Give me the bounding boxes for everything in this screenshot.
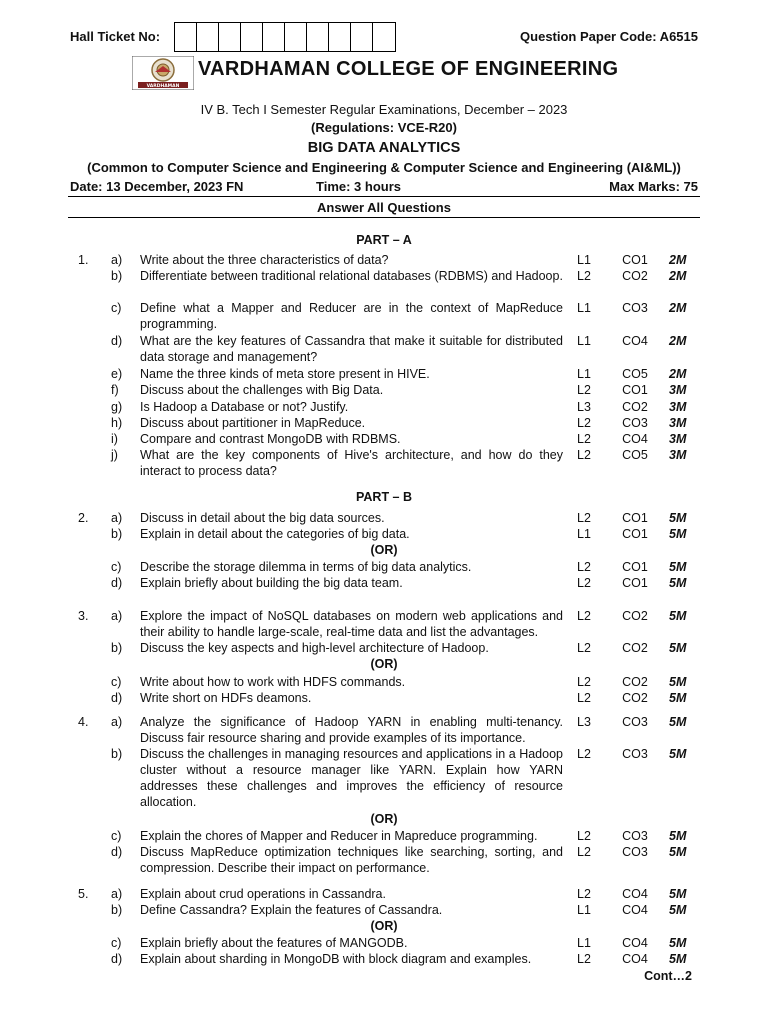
sub-question-label: e) — [111, 367, 123, 381]
marks: 5M — [669, 952, 687, 966]
bloom-level: L1 — [577, 334, 591, 348]
question-text: Define Cassandra? Explain the features of Cassandra. — [140, 903, 443, 917]
exam-date: Date: 13 December, 2023 FN — [70, 179, 244, 194]
course-outcome: CO5 — [622, 448, 648, 462]
hall-ticket-box[interactable] — [219, 23, 241, 51]
question-text: Discuss about partitioner in MapReduce. — [140, 416, 366, 430]
course-outcome: CO2 — [622, 400, 648, 414]
question-text: Discuss MapReduce optimization techniques like searching, sorting, and compression. Describe their impact on performance. — [140, 845, 563, 875]
bloom-level: L2 — [577, 829, 591, 843]
sub-question-label: a) — [111, 715, 123, 729]
bloom-level: L2 — [577, 448, 591, 462]
question-text: What are the key features of Cassandra that make it suitable for distributed data storage and management? — [140, 334, 563, 364]
marks: 3M — [669, 383, 687, 397]
question-text: Explain about crud operations in Cassandra. — [140, 887, 386, 901]
question-text: Write about how to work with HDFS commands. — [140, 675, 406, 689]
question-text: Explain in detail about the categories of big data. — [140, 527, 410, 541]
course-outcome: CO4 — [622, 432, 648, 446]
marks: 5M — [669, 527, 687, 541]
marks: 5M — [669, 936, 687, 950]
regulations: (Regulations: VCE-R20) — [311, 120, 457, 135]
course-outcome: CO4 — [622, 334, 648, 348]
sub-question-label: a) — [111, 609, 123, 623]
question-text: What are the key components of Hive's architecture, and how do they interact to process data? — [140, 448, 563, 478]
sub-question-label: f) — [111, 383, 119, 397]
sub-question-label: a) — [111, 887, 123, 901]
bloom-level: L2 — [577, 952, 591, 966]
sub-question-label: b) — [111, 641, 123, 655]
course-outcome: CO2 — [622, 269, 648, 283]
or-separator: (OR) — [370, 812, 398, 826]
marks: 2M — [669, 301, 687, 315]
hall-ticket-box[interactable] — [241, 23, 263, 51]
sub-question-label: b) — [111, 527, 123, 541]
hall-ticket-box[interactable] — [197, 23, 219, 51]
sub-question-label: d) — [111, 334, 123, 348]
continued-marker: Cont…2 — [644, 969, 692, 983]
course-outcome: CO3 — [622, 416, 648, 430]
marks: 5M — [669, 887, 687, 901]
exam-title: IV B. Tech I Semester Regular Examinations, December – 2023 — [200, 102, 568, 117]
course-outcome: CO1 — [622, 511, 648, 525]
bloom-level: L2 — [577, 511, 591, 525]
sub-question-label: c) — [111, 675, 122, 689]
question-text: Discuss in detail about the big data sources. — [140, 511, 385, 525]
sub-question-label: c) — [111, 301, 122, 315]
course-outcome: CO4 — [622, 887, 648, 901]
sub-question-label: d) — [111, 576, 123, 590]
or-separator: (OR) — [370, 657, 398, 671]
question-text: Explore the impact of NoSQL databases on modern web applications and their ability to handle large-scale, real-time data and list the advantages. — [140, 609, 563, 639]
question-text: Analyze the significance of Hadoop YARN in enabling multi-tenancy. Discuss fair resource sharing and provide examples of its importance. — [140, 715, 563, 745]
question-text: Compare and contrast MongoDB with RDBMS. — [140, 432, 401, 446]
logo-text: VARDHAMAN — [146, 84, 180, 89]
course-outcome: CO1 — [622, 383, 648, 397]
course-outcome: CO2 — [622, 691, 648, 705]
marks: 5M — [669, 641, 687, 655]
bloom-level: L2 — [577, 609, 591, 623]
sub-question-label: d) — [111, 845, 123, 859]
question-text: Explain briefly about building the big data team. — [140, 576, 403, 590]
part-b-title: PART – B — [355, 490, 413, 504]
sub-question-label: i) — [111, 432, 118, 446]
hall-ticket-box[interactable] — [373, 23, 395, 51]
marks: 5M — [669, 829, 687, 843]
course-outcome: CO1 — [622, 253, 648, 267]
hall-ticket-box[interactable] — [285, 23, 307, 51]
question-text: Describe the storage dilemma in terms of big data analytics. — [140, 560, 472, 574]
bloom-level: L3 — [577, 400, 591, 414]
marks: 2M — [669, 334, 687, 348]
question-text: Is Hadoop a Database or not? Justify. — [140, 400, 349, 414]
marks: 5M — [669, 691, 687, 705]
exam-time: Time: 3 hours — [316, 179, 402, 194]
marks: 5M — [669, 560, 687, 574]
course-outcome: CO2 — [622, 641, 648, 655]
course-outcome: CO2 — [622, 609, 648, 623]
question-text: Name the three kinds of meta store present in HIVE. — [140, 367, 430, 381]
course-outcome: CO4 — [622, 936, 648, 950]
bloom-level: L1 — [577, 527, 591, 541]
sub-question-label: d) — [111, 691, 123, 705]
or-separator: (OR) — [370, 543, 398, 557]
bloom-level: L2 — [577, 747, 591, 761]
bloom-level: L1 — [577, 367, 591, 381]
marks: 5M — [669, 511, 687, 525]
question-text: Write about the three characteristics of data? — [140, 253, 389, 267]
sub-question-label: d) — [111, 952, 123, 966]
divider — [68, 217, 700, 218]
sub-question-label: b) — [111, 269, 123, 283]
question-text: Discuss about the challenges with Big Data. — [140, 383, 384, 397]
course-outcome: CO1 — [622, 527, 648, 541]
course-outcome: CO3 — [622, 829, 648, 843]
question-paper-code: Question Paper Code: A6515 — [520, 29, 698, 44]
course-outcome: CO3 — [622, 301, 648, 315]
hall-ticket-box[interactable] — [307, 23, 329, 51]
marks: 5M — [669, 576, 687, 590]
marks: 5M — [669, 609, 687, 623]
college-logo — [132, 56, 194, 90]
course-outcome: CO1 — [622, 576, 648, 590]
question-number: 2. — [78, 511, 89, 525]
max-marks: Max Marks: 75 — [609, 179, 698, 194]
sub-question-label: c) — [111, 936, 122, 950]
bloom-level: L1 — [577, 936, 591, 950]
question-text: Discuss the challenges in managing resources and applications in a Hadoop cluster without a resource manager like YARN. Explain how YARN addresses these challenges and improves the efficiency of resource allocation. — [140, 747, 563, 809]
subject-title: BIG DATA ANALYTICS — [307, 140, 461, 156]
question-number: 1. — [78, 253, 89, 267]
marks: 2M — [669, 367, 687, 381]
divider — [68, 196, 700, 197]
sub-question-label: b) — [111, 903, 123, 917]
marks: 3M — [669, 432, 687, 446]
sub-question-label: g) — [111, 400, 123, 414]
question-text: Discuss the key aspects and high-level architecture of Hadoop. — [140, 641, 489, 655]
common-to-line: (Common to Computer Science and Engineering & Computer Science and Engineering (AI&ML)) — [87, 160, 681, 175]
bloom-level: L2 — [577, 576, 591, 590]
question-number: 3. — [78, 609, 89, 623]
question-text: Differentiate between traditional relational databases (RDBMS) and Hadoop. — [140, 269, 563, 283]
bloom-level: L2 — [577, 416, 591, 430]
hall-ticket-label: Hall Ticket No: — [70, 29, 161, 44]
hall-ticket-box[interactable] — [175, 23, 197, 51]
marks: 2M — [669, 253, 687, 267]
bloom-level: L2 — [577, 845, 591, 859]
question-number: 5. — [78, 887, 89, 901]
course-outcome: CO4 — [622, 952, 648, 966]
bloom-level: L2 — [577, 269, 591, 283]
sub-question-label: a) — [111, 253, 123, 267]
question-text: Write short on HDFs deamons. — [140, 691, 312, 705]
question-text: Explain the chores of Mapper and Reducer in Mapreduce programming. — [140, 829, 538, 843]
course-outcome: CO3 — [622, 715, 648, 729]
marks: 3M — [669, 400, 687, 414]
sub-question-label: h) — [111, 416, 123, 430]
marks: 5M — [669, 903, 687, 917]
sub-question-label: c) — [111, 560, 122, 574]
hall-ticket-boxes[interactable] — [174, 22, 396, 52]
part-a-title: PART – A — [356, 233, 412, 247]
marks: 3M — [669, 416, 687, 430]
bloom-level: L2 — [577, 675, 591, 689]
course-outcome: CO3 — [622, 747, 648, 761]
answer-all-instruction: Answer All Questions — [317, 200, 451, 215]
question-number: 4. — [78, 715, 89, 729]
marks: 5M — [669, 675, 687, 689]
sub-question-label: b) — [111, 747, 123, 761]
bloom-level: L2 — [577, 641, 591, 655]
marks: 5M — [669, 747, 687, 761]
question-text: Explain about sharding in MongoDB with block diagram and examples. — [140, 952, 532, 966]
course-outcome: CO5 — [622, 367, 648, 381]
hall-ticket-box[interactable] — [351, 23, 373, 51]
bloom-level: L2 — [577, 383, 591, 397]
marks: 2M — [669, 269, 687, 283]
college-name: VARDHAMAN COLLEGE OF ENGINEERING — [198, 58, 619, 80]
marks: 5M — [669, 845, 687, 859]
or-separator: (OR) — [370, 919, 398, 933]
bloom-level: L3 — [577, 715, 591, 729]
course-outcome: CO1 — [622, 560, 648, 574]
bloom-level: L2 — [577, 560, 591, 574]
bloom-level: L2 — [577, 691, 591, 705]
question-text: Explain briefly about the features of MANGODB. — [140, 936, 408, 950]
hall-ticket-box[interactable] — [329, 23, 351, 51]
course-outcome: CO4 — [622, 903, 648, 917]
sub-question-label: c) — [111, 829, 122, 843]
marks: 3M — [669, 448, 687, 462]
hall-ticket-box[interactable] — [263, 23, 285, 51]
question-text: Define what a Mapper and Reducer are in the context of MapReduce programming. — [140, 301, 563, 331]
sub-question-label: a) — [111, 511, 123, 525]
bloom-level: L1 — [577, 253, 591, 267]
course-outcome: CO3 — [622, 845, 648, 859]
course-outcome: CO2 — [622, 675, 648, 689]
bloom-level: L1 — [577, 301, 591, 315]
bloom-level: L2 — [577, 887, 591, 901]
bloom-level: L1 — [577, 903, 591, 917]
bloom-level: L2 — [577, 432, 591, 446]
marks: 5M — [669, 715, 687, 729]
sub-question-label: j) — [111, 448, 118, 462]
